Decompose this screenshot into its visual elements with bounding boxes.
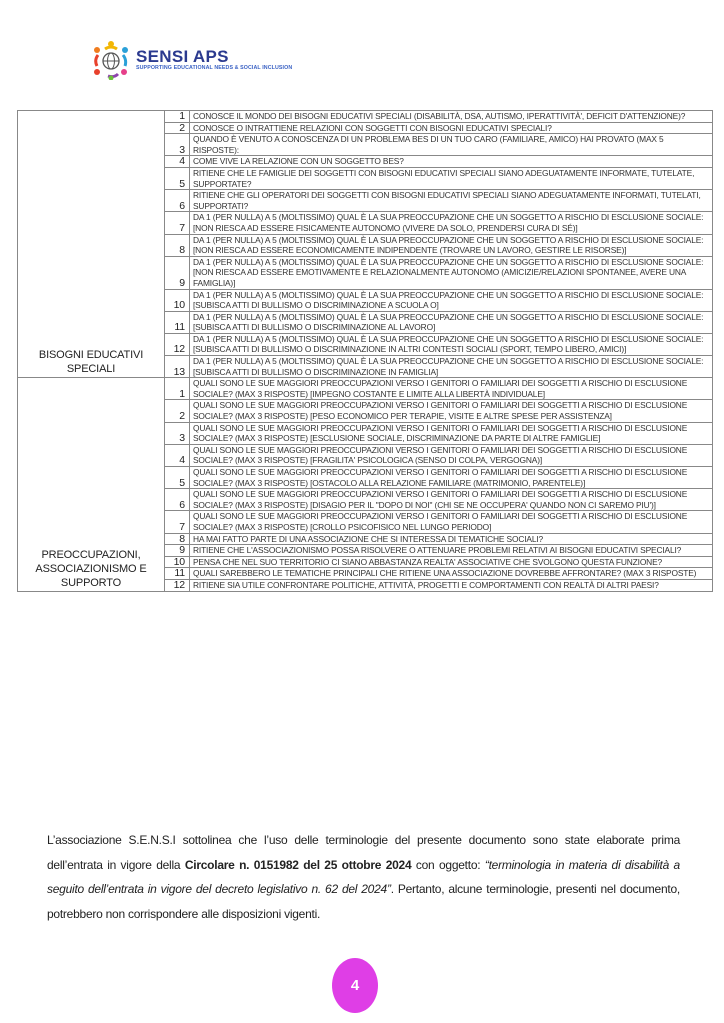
question-number: 8 xyxy=(165,234,190,256)
questionnaire-table xyxy=(17,110,713,592)
question-text: QUALI SONO LE SUE MAGGIORI PREOCCUPAZIONI VERSO I GENITORI O FAMILIARI DEI SOGGETTI A RISCHIO DI ESCLUSIONE SOCIALE? (MAX 3 RISPOSTE) [ESCLUSIONE SOCIALE, DISCRIMINAZIONE DA PARTE DI ALTRE FAMIGLIE] xyxy=(190,422,713,444)
question-number: 4 xyxy=(165,156,190,168)
question-number: 8 xyxy=(165,533,190,545)
question-text: RITIENE CHE LE FAMIGLIE DEI SOGGETTI CON BISOGNI EDUCATIVI SPECIALI SIANO ADEGUATAMENTE INFORMATE, TUTELATE, SUPPORTATE? xyxy=(190,167,713,189)
note-subject: “terminologia in materia di disabilità a seguito dell’entrata in vigore del decreto legislativo n. 62 del 2024” xyxy=(47,857,680,896)
question-text: CONOSCE O INTRATTIENE RELAZIONI CON SOGGETTI CON BISOGNI EDUCATIVI SPECIALI? xyxy=(190,122,713,134)
question-text: QUALI SAREBBERO LE TEMATICHE PRINCIPALI CHE RITIENE UNA ASSOCIAZIONE DOVREBBE AFFRONTARE? (MAX 3 RISPOSTE) xyxy=(190,568,713,580)
question-number: 9 xyxy=(165,545,190,557)
question-text: QUALI SONO LE SUE MAGGIORI PREOCCUPAZIONI VERSO I GENITORI O FAMILIARI DEI SOGGETTI A RISCHIO DI ESCLUSIONE SOCIALE? (MAX 3 RISPOSTE) [IMPEGNO COSTANTE E LIMITE ALLA LIBERTÀ INDIVIDUALE] xyxy=(190,378,713,400)
page-number-badge: 4 xyxy=(332,958,378,1013)
question-number: 5 xyxy=(165,467,190,489)
table-row xyxy=(18,378,713,400)
question-text: DA 1 (PER NULLA) A 5 (MOLTISSIMO) QUAL È LA SUA PREOCCUPAZIONE CHE UN SOGGETTO A RISCHIO DI ESCLUSIONE SOCIALE: [SUBISCA ATTI DI BULLISMO O DISCRIMINAZIONE IN FAMIGLIA] xyxy=(190,356,713,378)
question-text: QUALI SONO LE SUE MAGGIORI PREOCCUPAZIONI VERSO I GENITORI O FAMILIARI DEI SOGGETTI A RISCHIO DI ESCLUSIONE SOCIALE? (MAX 3 RISPOSTE) [CROLLO PSICOFISICO NEL LUNGO PERIODO] xyxy=(190,511,713,533)
question-number: 1 xyxy=(165,111,190,123)
question-text: CONOSCE IL MONDO DEI BISOGNI EDUCATIVI SPECIALI (DISABILITÀ, DSA, AUTISMO, IPERATTIVITÀ', DEFICIT D'ATTENZIONE)? xyxy=(190,111,713,123)
question-number: 2 xyxy=(165,400,190,422)
question-number: 5 xyxy=(165,167,190,189)
logo-subtitle: SUPPORTING EDUCATIONAL NEEDS & SOCIAL INCLUSION xyxy=(136,65,293,72)
section-title: BISOGNI EDUCATIVI SPECIALI xyxy=(18,111,165,378)
note-text: con oggetto: xyxy=(411,857,485,872)
question-text: QUALI SONO LE SUE MAGGIORI PREOCCUPAZIONI VERSO I GENITORI O FAMILIARI DEI SOGGETTI A RISCHIO DI ESCLUSIONE SOCIALE? (MAX 3 RISPOSTE) [FRAGILITA' PSICOLOGICA (SENSO DI COLPA, VERGOGNA)] xyxy=(190,444,713,466)
question-number: 11 xyxy=(165,311,190,333)
question-number: 2 xyxy=(165,122,190,134)
question-number: 7 xyxy=(165,212,190,234)
note-text: L’associazione S.E.N.S.I sottolinea che l’uso delle terminologie del presente documento sono state elaborate prima dell’entrata in vigore della xyxy=(47,833,680,872)
question-number: 11 xyxy=(165,568,190,580)
question-text: QUALI SONO LE SUE MAGGIORI PREOCCUPAZIONI VERSO I GENITORI O FAMILIARI DEI SOGGETTI A RISCHIO DI ESCLUSIONE SOCIALE? (MAX 3 RISPOSTE) [PESO ECONOMICO PER TERAPIE, VISITE E ALTRE SPESE PER ASSISTENZA] xyxy=(190,400,713,422)
question-number: 3 xyxy=(165,134,190,156)
question-number: 9 xyxy=(165,256,190,289)
question-text: COME VIVE LA RELAZIONE CON UN SOGGETTO BES? xyxy=(190,156,713,168)
question-number: 4 xyxy=(165,444,190,466)
question-text: PENSA CHE NEL SUO TERRITORIO CI SIANO ABBASTANZA REALTA' ASSOCIATIVE CHE SVOLGONO QUESTA FUNZIONE? xyxy=(190,556,713,568)
disclaimer-note xyxy=(47,828,680,926)
table-row xyxy=(18,111,713,123)
question-number: 10 xyxy=(165,556,190,568)
question-text: DA 1 (PER NULLA) A 5 (MOLTISSIMO) QUAL È LA SUA PREOCCUPAZIONE CHE UN SOGGETTO A RISCHIO DI ESCLUSIONE SOCIALE: [SUBISCA ATTI DI BULLISMO O DISCRIMINAZIONE IN ALTRI CONTESTI SOCIALI (SPORT, TEMPO LIBERO, AMICI)] xyxy=(190,333,713,355)
question-number: 6 xyxy=(165,190,190,212)
question-text: DA 1 (PER NULLA) A 5 (MOLTISSIMO) QUAL È LA SUA PREOCCUPAZIONE CHE UN SOGGETTO A RISCHIO DI ESCLUSIONE SOCIALE: [NON RIESCA AD ESSERE ECONOMICAMENTE INDIPENDENTE (TROVARE UN LAVORO, GESTIRE LE RISORSE)] xyxy=(190,234,713,256)
question-number: 13 xyxy=(165,356,190,378)
sensi-logo-icon xyxy=(90,40,132,80)
question-text: DA 1 (PER NULLA) A 5 (MOLTISSIMO) QUAL È LA SUA PREOCCUPAZIONE CHE UN SOGGETTO A RISCHIO DI ESCLUSIONE SOCIALE: [NON RIESCA AD ESSERE EMOTIVAMENTE E RELAZIONALMENTE AUTONOMO (AMICIZIE/RELAZIONI SPONTANEE, AVERE UNA FAMIGLIA)] xyxy=(190,256,713,289)
question-text: RITIENE CHE L'ASSOCIAZIONISMO POSSA RISOLVERE O ATTENUARE PROBLEMI RELATIVI AI BISOGNI EDUCATIVI SPECIALI? xyxy=(190,545,713,557)
question-number: 12 xyxy=(165,333,190,355)
question-text: QUANDO È VENUTO A CONOSCENZA DI UN PROBLEMA BES DI UN TUO CARO (FAMILIARE, AMICO) HAI PROVATO (MAX 5 RISPOSTE): xyxy=(190,134,713,156)
sensi-logo xyxy=(90,40,292,80)
question-number: 1 xyxy=(165,378,190,400)
question-number: 7 xyxy=(165,511,190,533)
question-number: 6 xyxy=(165,489,190,511)
question-text: QUALI SONO LE SUE MAGGIORI PREOCCUPAZIONI VERSO I GENITORI O FAMILIARI DEI SOGGETTI A RISCHIO DI ESCLUSIONE SOCIALE? (MAX 3 RISPOSTE) [DISAGIO PER IL "DOPO DI NOI" (CHI SE NE OCCUPERA' QUANDO NON CI SAREMO PIU')] xyxy=(190,489,713,511)
question-text: HA MAI FATTO PARTE DI UNA ASSOCIAZIONE CHE SI INTERESSA DI TEMATICHE SOCIALI? xyxy=(190,533,713,545)
section-title: PREOCCUPAZIONI, ASSOCIAZIONISMO E SUPPORTO xyxy=(18,378,165,591)
question-number: 3 xyxy=(165,422,190,444)
logo-title: SENSI APS xyxy=(136,47,229,67)
question-number: 12 xyxy=(165,579,190,591)
question-text: DA 1 (PER NULLA) A 5 (MOLTISSIMO) QUAL È LA SUA PREOCCUPAZIONE CHE UN SOGGETTO A RISCHIO DI ESCLUSIONE SOCIALE: [SUBISCA ATTI DI BULLISMO O DISCRIMINAZIONE A SCUOLA O] xyxy=(190,289,713,311)
question-text: RITIENE SIA UTILE CONFRONTARE POLITICHE, ATTIVITÀ, PROGETTI E COMPORTAMENTI CON REALTÀ DI ALTRI PAESI? xyxy=(190,579,713,591)
question-text: RITIENE CHE GLI OPERATORI DEI SOGGETTI CON BISOGNI EDUCATIVI SPECIALI SIANO ADEGUATAMENTE INFORMATI, TUTELATI, SUPPORTATI? xyxy=(190,190,713,212)
note-circolare: Circolare n. 0151982 del 25 ottobre 2024 xyxy=(184,857,412,872)
question-text: DA 1 (PER NULLA) A 5 (MOLTISSIMO) QUAL È LA SUA PREOCCUPAZIONE CHE UN SOGGETTO A RISCHIO DI ESCLUSIONE SOCIALE: [NON RIESCA AD ESSERE FISICAMENTE AUTONOMO (VIVERE DA SOLO, PRENDERSI CURA DI SÉ)] xyxy=(190,212,713,234)
question-text: DA 1 (PER NULLA) A 5 (MOLTISSIMO) QUAL È LA SUA PREOCCUPAZIONE CHE UN SOGGETTO A RISCHIO DI ESCLUSIONE SOCIALE: [SUBISCA ATTI DI BULLISMO O DISCRIMINAZIONE AL LAVORO] xyxy=(190,311,713,333)
question-text: QUALI SONO LE SUE MAGGIORI PREOCCUPAZIONI VERSO I GENITORI O FAMILIARI DEI SOGGETTI A RISCHIO DI ESCLUSIONE SOCIALE? (MAX 3 RISPOSTE) [OSTACOLO ALLA RELAZIONE FAMILIARE (MATRIMONIO, PARENTELE)] xyxy=(190,467,713,489)
note-text: . Pertanto, alcune terminologie, presenti nel documento, potrebbero non corrispondere alle disposizioni vigenti. xyxy=(47,882,680,921)
question-number: 10 xyxy=(165,289,190,311)
